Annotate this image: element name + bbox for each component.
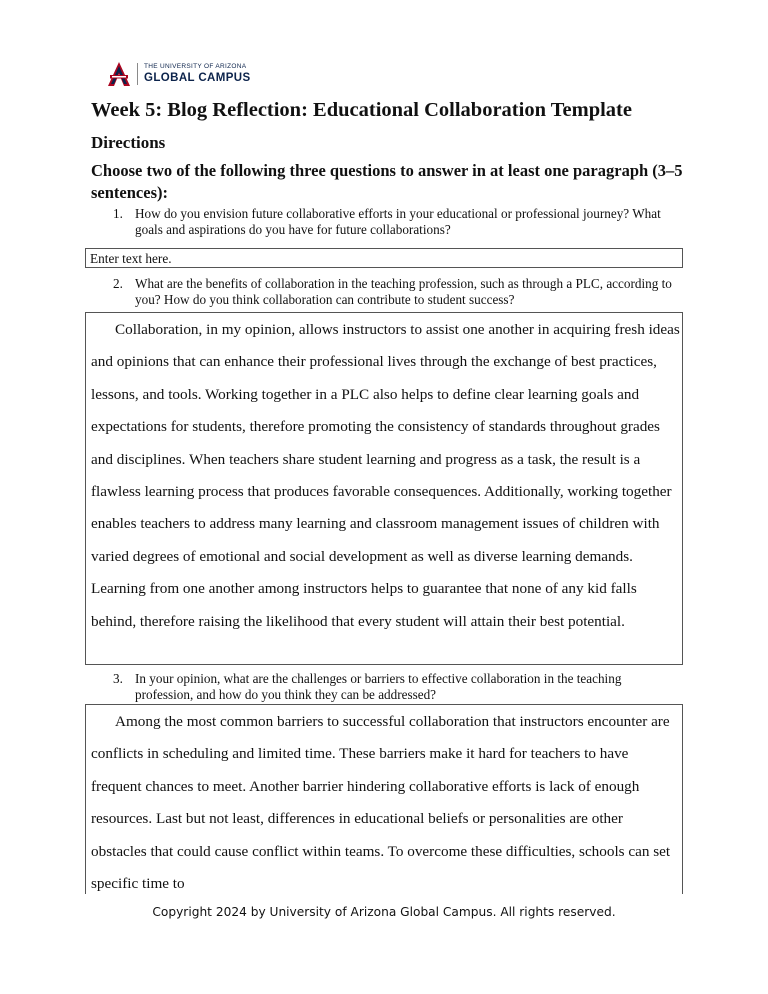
question-text: In your opinion, what are the challenges or barriers to effective collaboration in the teaching profession, and how do you think they can be addressed? bbox=[135, 671, 622, 702]
directions-heading: Directions bbox=[91, 133, 166, 152]
logo-divider bbox=[137, 63, 138, 85]
logo-wordmark bbox=[144, 64, 251, 84]
question-number: 3. bbox=[113, 671, 123, 686]
question-3 bbox=[113, 671, 673, 703]
question-text: What are the benefits of collaboration in the teaching profession, such as through a PLC, according to you? How do you think collaboration can contribute to student success? bbox=[135, 276, 672, 307]
arizona-a-logo-icon bbox=[107, 61, 131, 87]
question-2 bbox=[113, 276, 673, 308]
question-number: 2. bbox=[113, 276, 123, 291]
instructions-text: Choose two of the following three questions to answer in at least one paragraph (3–5 sentences): bbox=[91, 161, 683, 202]
question-1 bbox=[113, 206, 673, 238]
page-title: Week 5: Blog Reflection: Educational Collaboration Template bbox=[91, 99, 632, 121]
logo-line-1: THE UNIVERSITY OF ARIZONA bbox=[144, 63, 247, 70]
question-number: 1. bbox=[113, 206, 123, 221]
answer-field-3[interactable] bbox=[85, 704, 683, 894]
question-text: How do you envision future collaborative efforts in your educational or professional journey? What goals and aspirations do you have for future collaborations? bbox=[135, 206, 661, 237]
answer-text: Collaboration, in my opinion, allows instructors to assist one another in acquiring fresh ideas and opinions that can enhance their professional lives through the exchange of best practices, lessons, and tools. Working together in a PLC also helps to define clear learning goals and expectations for students, therefore promoting the consistency of standards throughout grades and disciplines. When teachers share student learning and progress as a task, the result is a flawless learning process that produces favorable consequences. Additionally, working together enables teachers to address many learning and classroom management issues of children with varied degrees of emotional and social development as well as diverse learning demands. Learning from one another among instructors helps to guarantee that none of any kid falls behind, therefore raising the likelihood that every student will attain their best potential. bbox=[91, 321, 680, 630]
answer-field-1[interactable]: Enter text here. bbox=[85, 248, 683, 268]
university-logo bbox=[107, 60, 251, 88]
answer-text: Among the most common barriers to successful collaboration that instructors encounter are conflicts in scheduling and limited time. These barriers make it hard for teachers to have frequent chances to meet. Another barrier hindering collaborative efforts is lack of enough resources. Last but not least, differences in educational beliefs or personalities are other obstacles that could cause conflict within teams. To overcome these difficulties, schools can set specific time to bbox=[91, 713, 671, 893]
answer-field-2[interactable] bbox=[85, 312, 683, 665]
logo-line-2: GLOBAL CAMPUS bbox=[144, 71, 251, 84]
copyright-footer: Copyright 2024 by University of Arizona Global Campus. All rights reserved. bbox=[152, 905, 616, 919]
